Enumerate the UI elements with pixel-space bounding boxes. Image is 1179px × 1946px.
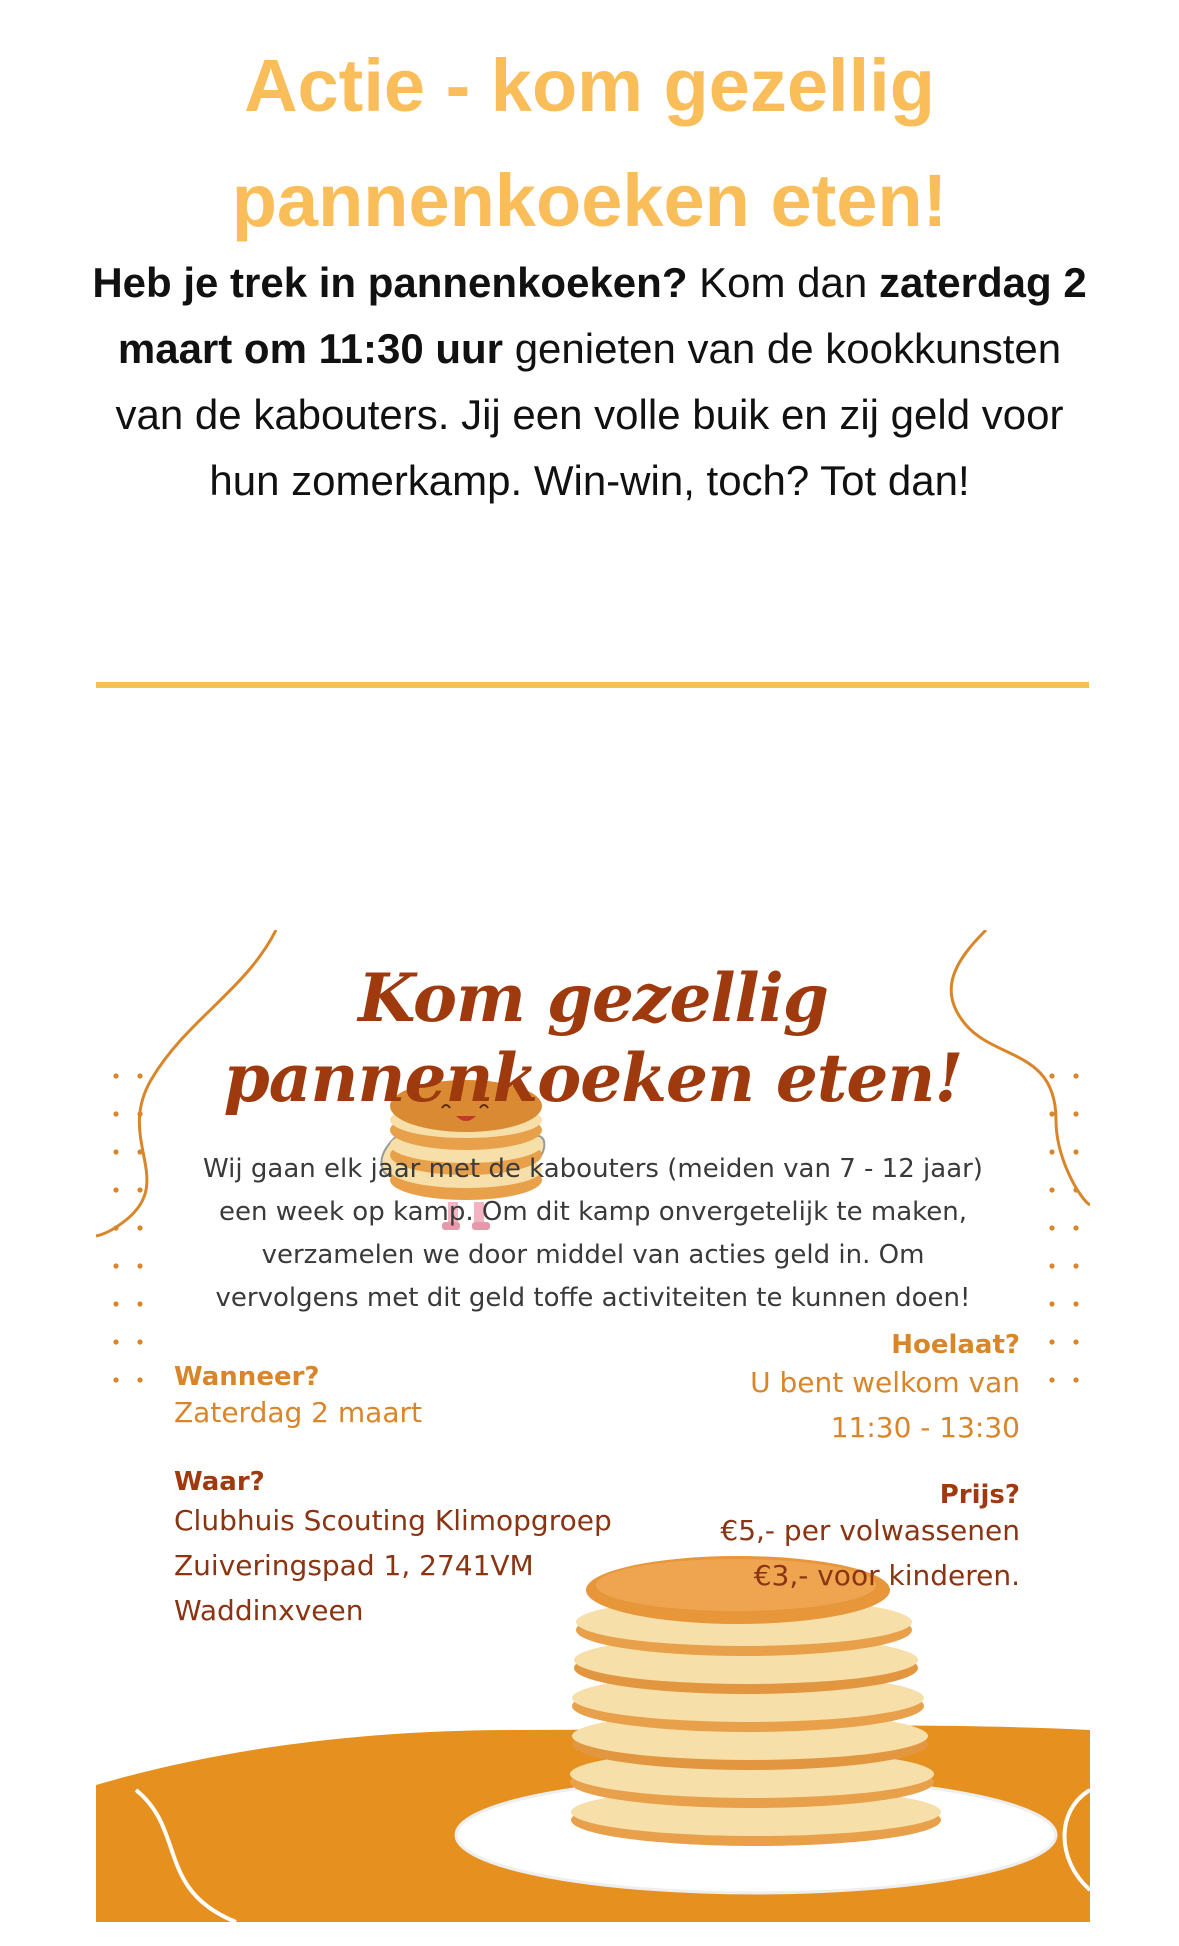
page-title [60,28,1119,258]
price-line: €5,- per volwassenen [720,1514,1020,1547]
flyer-title-line-1: Kom gezellig [358,959,828,1037]
time-line: U bent welkom van [750,1366,1020,1399]
flyer-intro-line: vervolgens met dit geld toffe activiteiten te kunnen doen! [215,1283,971,1313]
flyer-title [136,958,1050,1118]
right-dot-columns [1049,1073,1078,1382]
flyer-image [96,930,1090,1922]
flyer-intro-line: een week op kamp. Om dit kamp onvergetelijk te maken, [218,1197,968,1227]
where-line: Clubhuis Scouting Klimopgroep [174,1504,612,1537]
page-title-line-2: pannenkoeken eten! [231,159,948,242]
time-value [750,1360,1020,1450]
time-label: Hoelaat? [891,1330,1020,1360]
where-value [174,1498,612,1633]
section-divider [96,682,1089,688]
flyer-title-line-2: pannenkoeken eten! [223,1039,963,1117]
price-label: Prijs? [939,1480,1020,1510]
time-line: 11:30 - 13:30 [830,1411,1020,1444]
when-label: Wanneer? [174,1362,320,1392]
pancake-stack-image [570,1556,941,1846]
flyer-intro-line: verzamelen we door middel van acties geld in. Om [261,1240,925,1270]
where-label: Waar? [174,1467,265,1497]
where-line: Zuiveringspad 1, 2741VM [174,1549,534,1582]
intro-date: zaterdag 2 maart om 11:30 uur [117,259,1087,372]
flyer-intro-line: Wij gaan elk jaar met de kabouters (meiden van 7 - 12 jaar) [203,1154,983,1184]
page-title-line-1: Actie - kom gezellig [244,44,935,127]
flyer-intro [146,1148,1040,1320]
intro-paragraph [90,250,1089,514]
intro-text-2: genieten van de kookkunsten van de kabouters. Jij een volle buik en zij geld voor hun zomerkamp. Win-win, toch? Tot dan! [115,325,1064,504]
where-line: Waddinxveen [174,1594,364,1627]
when-value: Zaterdag 2 maart [174,1396,422,1429]
intro-question: Heb je trek in pannenkoeken? [92,259,688,306]
price-line: €3,- voor kinderen. [753,1559,1020,1592]
intro-text-1: Kom dan [687,259,879,306]
price-value [720,1508,1020,1598]
